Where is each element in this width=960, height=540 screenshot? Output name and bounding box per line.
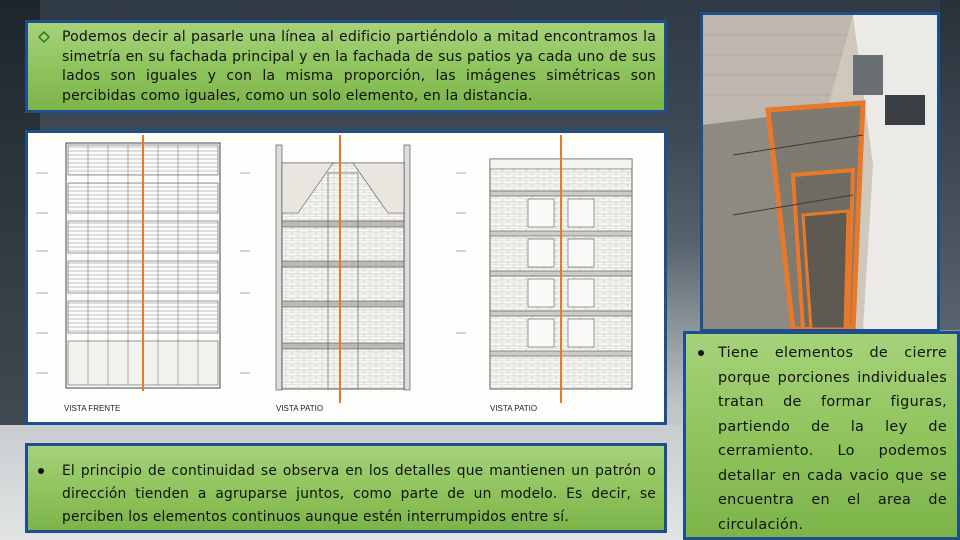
intro-text-panel [25, 20, 667, 113]
elevation-drawings [25, 130, 667, 425]
closure-paragraph: Tiene elementos de cierre porque porciones individuales tratan de formar figuras, partiendo de la ley de cerramiento. Lo podemos detallar en cada vacio que se encuentra en el area de circulación. [718, 345, 947, 533]
diamond-bullet-icon [38, 31, 50, 43]
round-bullet-icon [38, 468, 44, 474]
closure-text-panel [683, 331, 960, 540]
light-well-photo-svg [703, 15, 937, 329]
symmetry-paragraph: Podemos decir al pasarle una línea al edificio partiéndolo a mitad encontramos la simetría en su fachada principal y en la fachada de sus patios ya cada uno de sus lados son iguales y con la misma proporción, las imágenes simétricas son percibidas como iguales, como un solo elemento, en la distancia. [62, 29, 656, 104]
round-bullet-icon [698, 350, 704, 356]
background-glass-right [940, 0, 960, 330]
vista-patio-elevation-2 [456, 135, 632, 413]
label-vista-patio-2: VISTA PATIO [490, 404, 538, 413]
continuity-text-panel [25, 443, 667, 533]
label-vista-patio-1: VISTA PATIO [276, 404, 324, 413]
elevation-drawings-svg [28, 133, 664, 422]
label-vista-frente: VISTA FRENTE [64, 404, 121, 413]
light-well-photo [700, 12, 940, 332]
vista-patio-elevation-1 [240, 135, 410, 413]
continuity-paragraph: El principio de continuidad se observa en los detalles que mantienen un patrón o dirección tienden a agruparse juntos, como parte de un modelo. Es decir, se perciben los elementos continuos aunque estén interrumpidos entre sí. [62, 463, 656, 525]
vista-frente-elevation [36, 135, 220, 413]
